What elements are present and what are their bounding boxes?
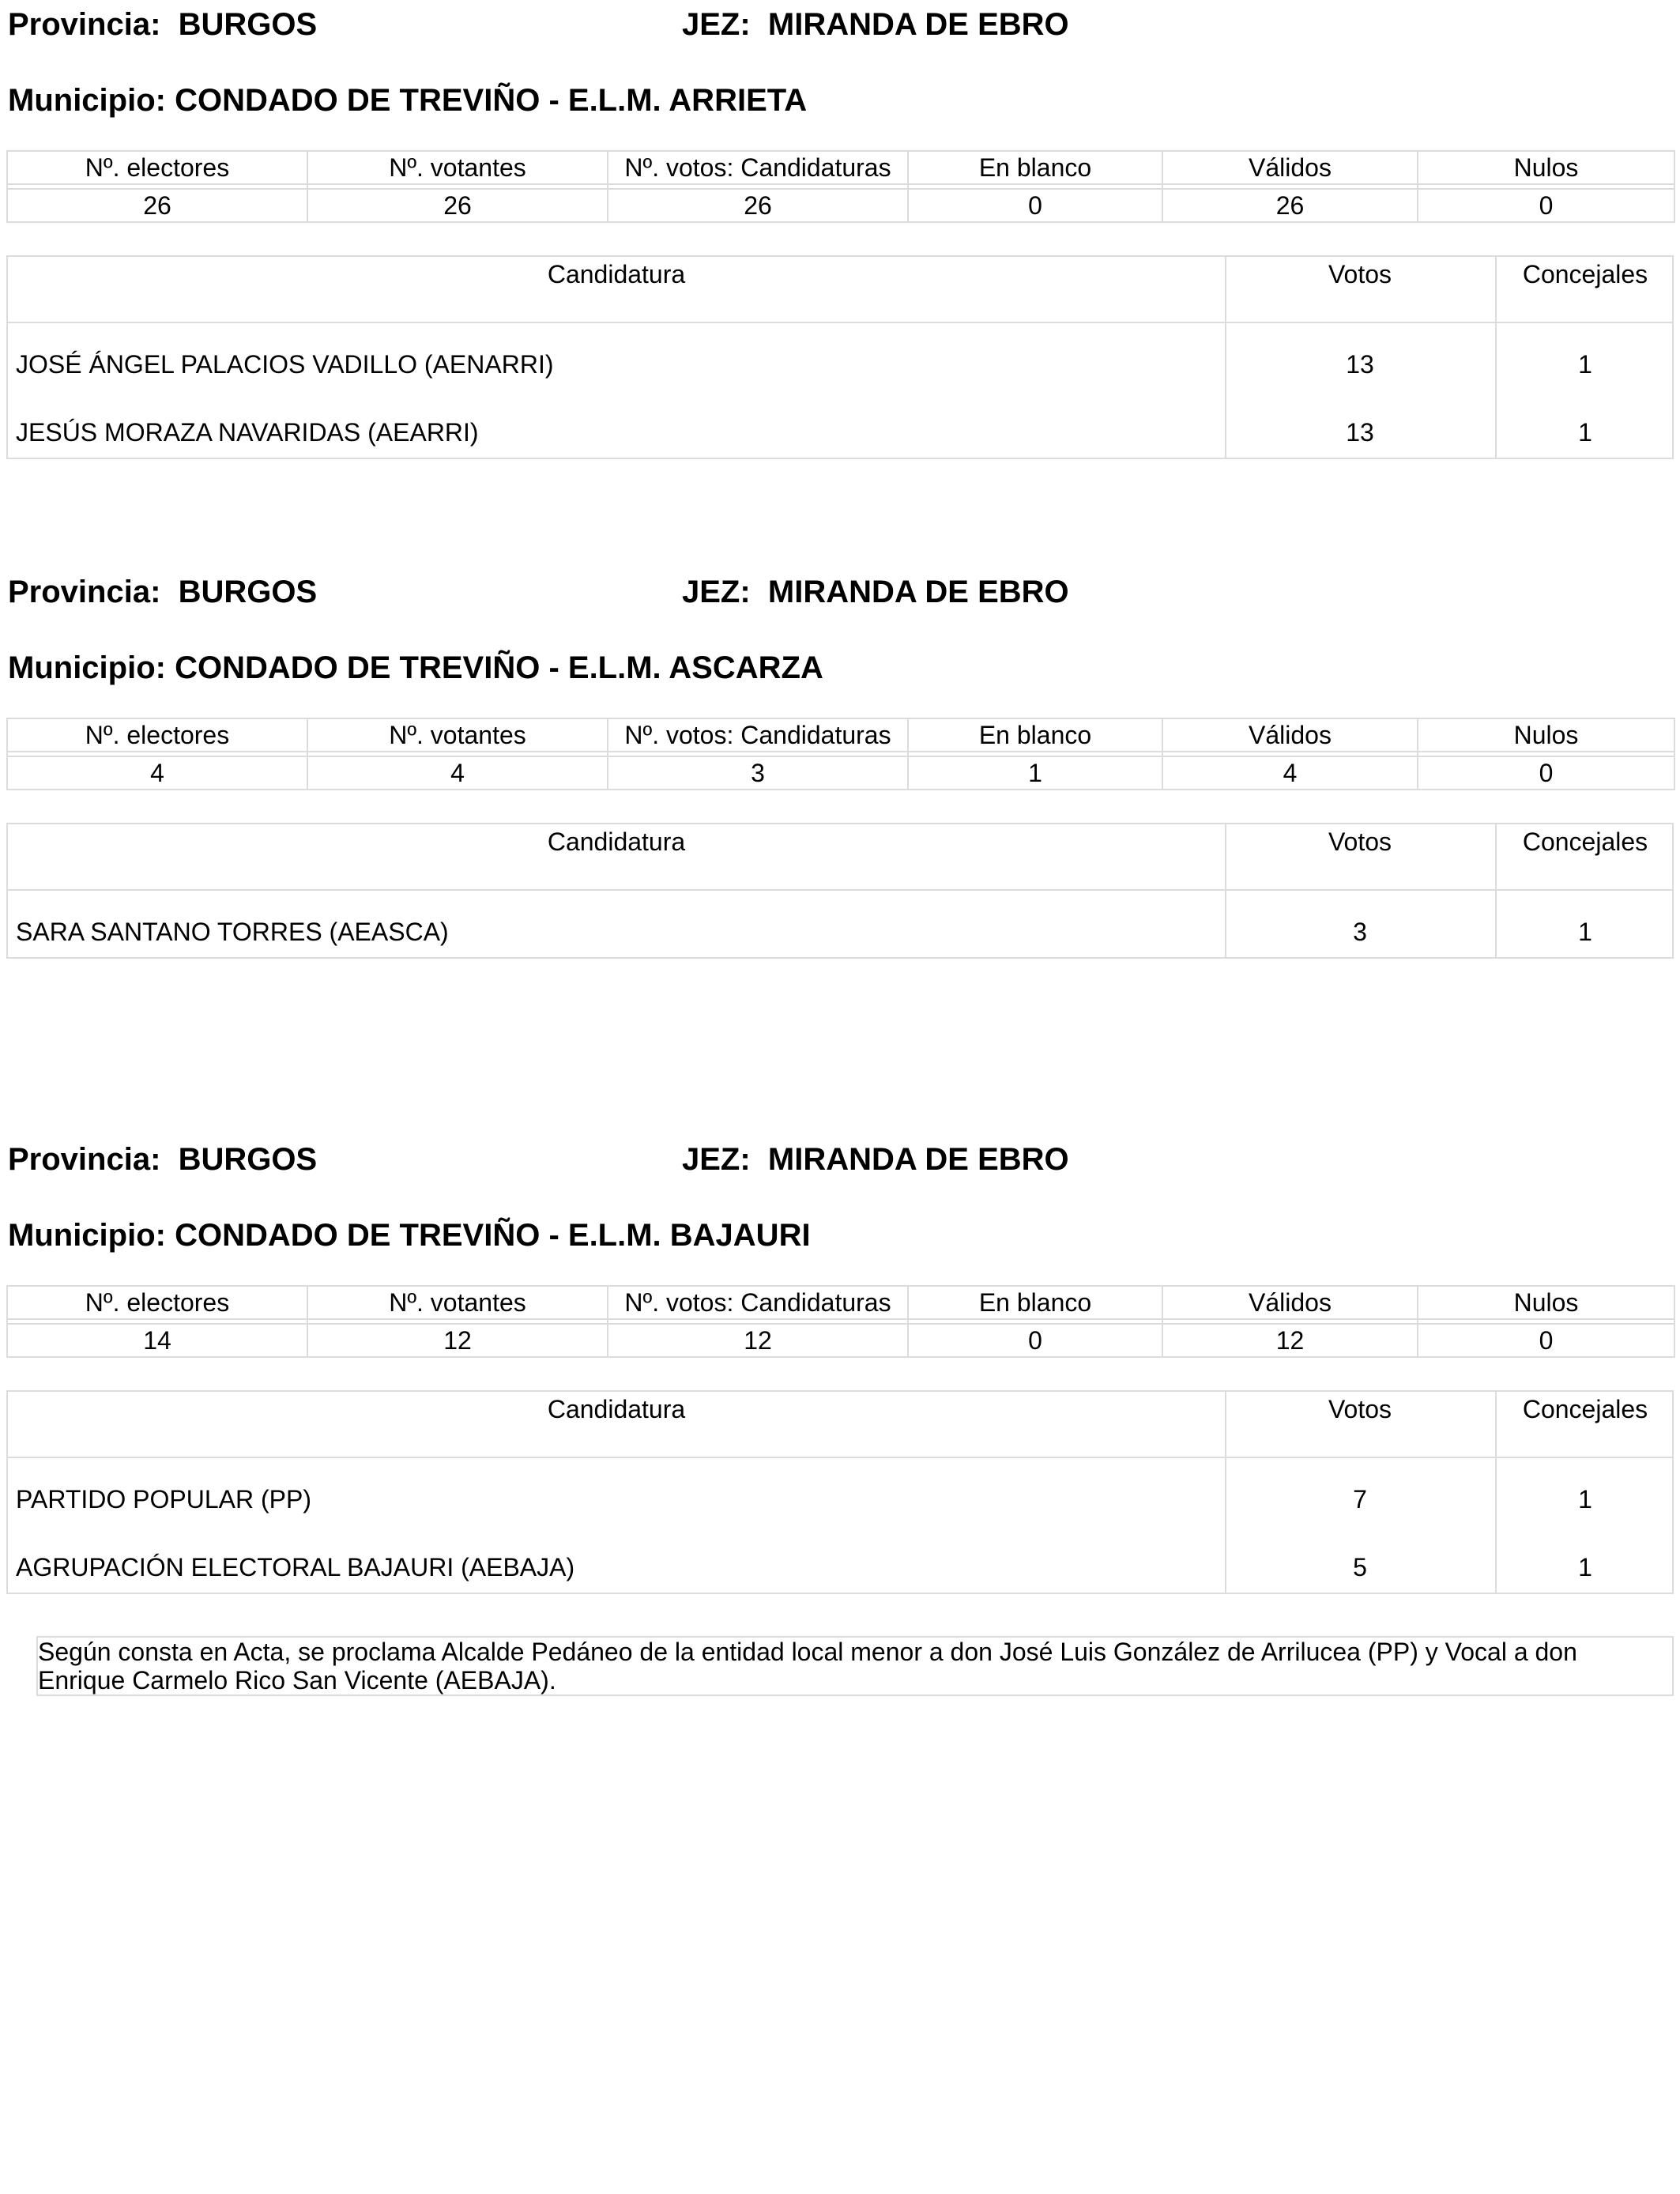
stats-value-row: [7, 1324, 1674, 1357]
stats-header-nulos: Nulos: [1418, 1286, 1674, 1319]
provincia-heading: [8, 574, 317, 610]
municipio-label: Municipio:: [8, 1218, 166, 1253]
col-concejales-header: Concejales: [1522, 827, 1648, 856]
candidate-row: [8, 1458, 1672, 1526]
stats-electores: 4: [7, 756, 307, 790]
jez-heading: [682, 1141, 1069, 1178]
col-candidatura-header: Candidatura: [547, 260, 686, 288]
provincia-value: BURGOS: [178, 1142, 318, 1177]
candidates-table: [6, 255, 1674, 459]
stats-nulos: 0: [1418, 189, 1674, 222]
provincia-label: Provincia:: [8, 1142, 161, 1177]
municipio-value: CONDADO DE TREVIÑO - E.L.M. ARRIETA: [175, 83, 808, 118]
jez-label: JEZ:: [682, 575, 751, 609]
stats-header-en-blanco: En blanco: [908, 718, 1162, 752]
municipio-heading: [8, 82, 807, 119]
stats-votos-candidaturas: 12: [608, 1324, 908, 1357]
stats-en-blanco: 0: [908, 1324, 1162, 1357]
stats-votos-candidaturas: 3: [608, 756, 908, 790]
stats-header-validos: Válidos: [1162, 718, 1418, 752]
col-votos-header: Votos: [1328, 260, 1392, 288]
candidate-name: SARA SANTANO TORRES (AEASCA): [16, 918, 449, 946]
stats-table: [6, 718, 1675, 790]
municipio-heading: [8, 650, 823, 686]
proclamation-note: [36, 1636, 1674, 1696]
stats-electores: 26: [7, 189, 307, 222]
col-votos-header: Votos: [1328, 1395, 1392, 1423]
stats-validos: 12: [1162, 1324, 1418, 1357]
candidate-concejales: 1: [1578, 918, 1592, 946]
stats-header-votos-candidaturas: Nº. votos: Candidaturas: [608, 151, 908, 184]
provincia-value: BURGOS: [178, 7, 318, 42]
candidate-concejales: 1: [1578, 418, 1592, 447]
stats-header-electores: Nº. electores: [7, 1286, 307, 1319]
stats-value-row: [7, 756, 1674, 790]
candidate-row: [8, 891, 1672, 959]
candidate-row: [8, 391, 1672, 459]
stats-header-en-blanco: En blanco: [908, 1286, 1162, 1319]
stats-header-votantes: Nº. votantes: [307, 1286, 608, 1319]
candidates-table: [6, 823, 1674, 959]
candidates-table: [6, 1390, 1674, 1594]
stats-en-blanco: 0: [908, 189, 1162, 222]
candidate-votos: 7: [1353, 1485, 1367, 1514]
candidate-votos: 5: [1353, 1553, 1367, 1581]
candidate-name: AGRUPACIÓN ELECTORAL BAJAURI (AEBAJA): [16, 1553, 575, 1581]
jez-heading: [682, 6, 1069, 43]
candidate-concejales: 1: [1578, 1485, 1592, 1514]
stats-votantes: 4: [307, 756, 608, 790]
col-votos-header: Votos: [1328, 827, 1392, 856]
jez-heading: [682, 574, 1069, 610]
stats-header-row: [7, 151, 1674, 184]
candidate-votos: 3: [1353, 918, 1367, 946]
candidate-concejales: 1: [1578, 1553, 1592, 1581]
stats-header-nulos: Nulos: [1418, 151, 1674, 184]
candidate-concejales: 1: [1578, 350, 1592, 379]
stats-table: [6, 150, 1675, 223]
stats-votantes: 26: [307, 189, 608, 222]
col-candidatura-header: Candidatura: [547, 1395, 686, 1423]
col-concejales-header: Concejales: [1522, 1395, 1648, 1423]
provincia-heading: [8, 6, 317, 43]
provincia-label: Provincia:: [8, 575, 161, 609]
jez-value: MIRANDA DE EBRO: [767, 7, 1069, 42]
provincia-label: Provincia:: [8, 7, 161, 42]
candidate-name: JESÚS MORAZA NAVARIDAS (AEARRI): [16, 418, 479, 447]
stats-header-votantes: Nº. votantes: [307, 151, 608, 184]
stats-header-votos-candidaturas: Nº. votos: Candidaturas: [608, 1286, 908, 1319]
candidates-header-row: [8, 257, 1672, 323]
stats-header-votantes: Nº. votantes: [307, 718, 608, 752]
stats-header-en-blanco: En blanco: [908, 151, 1162, 184]
stats-header-votos-candidaturas: Nº. votos: Candidaturas: [608, 718, 908, 752]
municipio-heading: [8, 1217, 811, 1253]
municipio-label: Municipio:: [8, 650, 166, 685]
candidate-votos: 13: [1346, 418, 1374, 447]
stats-electores: 14: [7, 1324, 307, 1357]
stats-header-row: [7, 1286, 1674, 1319]
proclamation-note-line-1: Según consta en Acta, se proclama Alcalde Pedáneo de la entidad local menor a don José Luis González de Arrilucea (PP) y Vocal a don: [38, 1638, 1577, 1666]
stats-votos-candidaturas: 26: [608, 189, 908, 222]
municipio-label: Municipio:: [8, 83, 166, 118]
stats-validos: 26: [1162, 189, 1418, 222]
jez-label: JEZ:: [682, 7, 751, 42]
stats-header-electores: Nº. electores: [7, 718, 307, 752]
stats-header-row: [7, 718, 1674, 752]
candidates-header-row: [8, 824, 1672, 891]
proclamation-note-line-2: Enrique Carmelo Rico San Vicente (AEBAJA).: [38, 1666, 556, 1695]
jez-value: MIRANDA DE EBRO: [767, 1142, 1069, 1177]
candidate-row: [8, 323, 1672, 391]
stats-header-validos: Válidos: [1162, 1286, 1418, 1319]
stats-header-nulos: Nulos: [1418, 718, 1674, 752]
stats-header-electores: Nº. electores: [7, 151, 307, 184]
col-candidatura-header: Candidatura: [547, 827, 686, 856]
candidate-name: PARTIDO POPULAR (PP): [16, 1485, 311, 1514]
provincia-heading: [8, 1141, 317, 1178]
stats-nulos: 0: [1418, 756, 1674, 790]
municipio-value: CONDADO DE TREVIÑO - E.L.M. ASCARZA: [175, 650, 823, 685]
candidate-row: [8, 1526, 1672, 1594]
stats-value-row: [7, 189, 1674, 222]
stats-en-blanco: 1: [908, 756, 1162, 790]
municipio-value: CONDADO DE TREVIÑO - E.L.M. BAJAURI: [175, 1218, 811, 1253]
stats-votantes: 12: [307, 1324, 608, 1357]
col-concejales-header: Concejales: [1522, 260, 1648, 288]
provincia-value: BURGOS: [178, 575, 318, 609]
jez-label: JEZ:: [682, 1142, 751, 1177]
candidates-header-row: [8, 1392, 1672, 1458]
stats-nulos: 0: [1418, 1324, 1674, 1357]
jez-value: MIRANDA DE EBRO: [767, 575, 1069, 609]
candidate-name: JOSÉ ÁNGEL PALACIOS VADILLO (AENARRI): [16, 350, 554, 379]
stats-header-validos: Válidos: [1162, 151, 1418, 184]
stats-validos: 4: [1162, 756, 1418, 790]
stats-table: [6, 1285, 1675, 1358]
candidate-votos: 13: [1346, 350, 1374, 379]
